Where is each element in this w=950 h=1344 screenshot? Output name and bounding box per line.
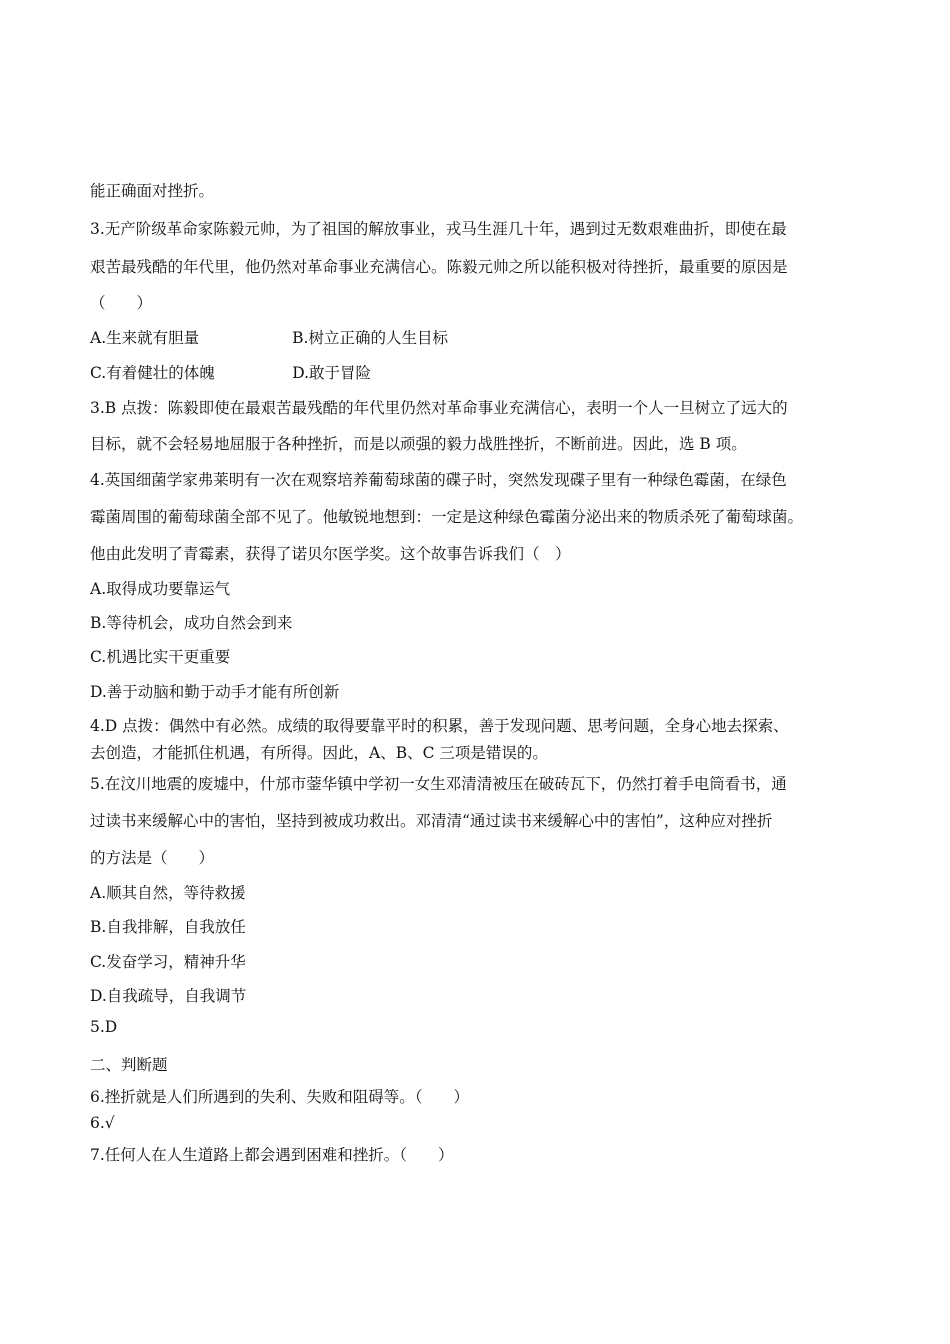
question-5-stem: 5.在汶川地震的废墟中，什邡市蓥华镇中学初一女生邓清清被压在破砖瓦下，仍然打着手电筒看书，通 — [90, 775, 787, 793]
question-4-option-b: B.等待机会，成功自然会到来 — [90, 614, 293, 632]
question-4-stem: 4.英国细菌学家弗莱明有一次在观察培养葡萄球菌的碟子时，突然发现碟子里有一种绿色霉菌，在绿色 — [90, 471, 787, 489]
answer-3: 目标，就不会轻易地屈服于各种挫折，而是以顽强的毅力战胜挫折，不断前进。因此，选 B 项。 — [90, 435, 747, 453]
question-5-option-d: D.自我疏导，自我调节 — [90, 987, 247, 1005]
question-4-option-d: D.善于动脑和勤于动手才能有所创新 — [90, 683, 340, 701]
text-line: 能正确面对挫折。 — [90, 182, 215, 200]
question-3-blank: （ ） — [90, 294, 153, 312]
question-6: 6.挫折就是人们所遇到的失利、失败和阻碍等。（ ） — [90, 1088, 470, 1106]
question-3-stem: 3.无产阶级革命家陈毅元帅，为了祖国的解放事业，戎马生涯几十年，遇到过无数艰难曲折，即使在最 — [90, 220, 787, 238]
question-3-stem: 艰苦最残酷的年代里，他仍然对革命事业充满信心。陈毅元帅之所以能积极对待挫折，最重要的原因是 — [90, 258, 788, 276]
question-5-stem: 的方法是（ ） — [90, 849, 215, 867]
question-4-stem: 他由此发明了青霉素，获得了诺贝尔医学奖。这个故事告诉我们（ ） — [90, 545, 571, 563]
answer-4: 4.D 点拨：偶然中有必然。成绩的取得要靠平时的积累，善于发现问题、思考问题，全身心地去探索、 — [90, 717, 789, 735]
question-5-option-c: C.发奋学习，精神升华 — [90, 953, 246, 971]
answer-6: 6.√ — [90, 1114, 115, 1132]
question-5-stem: 过读书来缓解心中的害怕，坚持到被成功救出。邓清清“通过读书来缓解心中的害怕”，这种应对挫折 — [90, 812, 773, 830]
answer-3: 3.B 点拨：陈毅即使在最艰苦最残酷的年代里仍然对革命事业充满信心，表明一个人一旦树立了远大的 — [90, 399, 788, 417]
question-5-option-b: B.自我排解，自我放任 — [90, 918, 246, 936]
answer-4: 去创造，才能抓住机遇，有所得。因此，A、B、C 三项是错误的。 — [90, 744, 548, 762]
question-5-option-a: A.顺其自然，等待救援 — [90, 884, 246, 902]
question-7: 7.任何人在人生道路上都会遇到困难和挫折。（ ） — [90, 1146, 454, 1164]
section-heading: 二、判断题 — [90, 1056, 168, 1074]
question-4-stem: 霉菌周围的葡萄球菌全部不见了。他敏锐地想到：一定是这种绿色霉菌分泌出来的物质杀死了葡萄球菌。 — [90, 508, 804, 526]
question-3-options: C.有着健壮的体魄 D.敢于冒险 — [90, 364, 372, 382]
question-3-options: A.生来就有胆量 B.树立正确的人生目标 — [90, 329, 448, 347]
answer-5: 5.D — [90, 1018, 118, 1036]
question-4-option-a: A.取得成功要靠运气 — [90, 580, 231, 598]
question-4-option-c: C.机遇比实干更重要 — [90, 648, 231, 666]
